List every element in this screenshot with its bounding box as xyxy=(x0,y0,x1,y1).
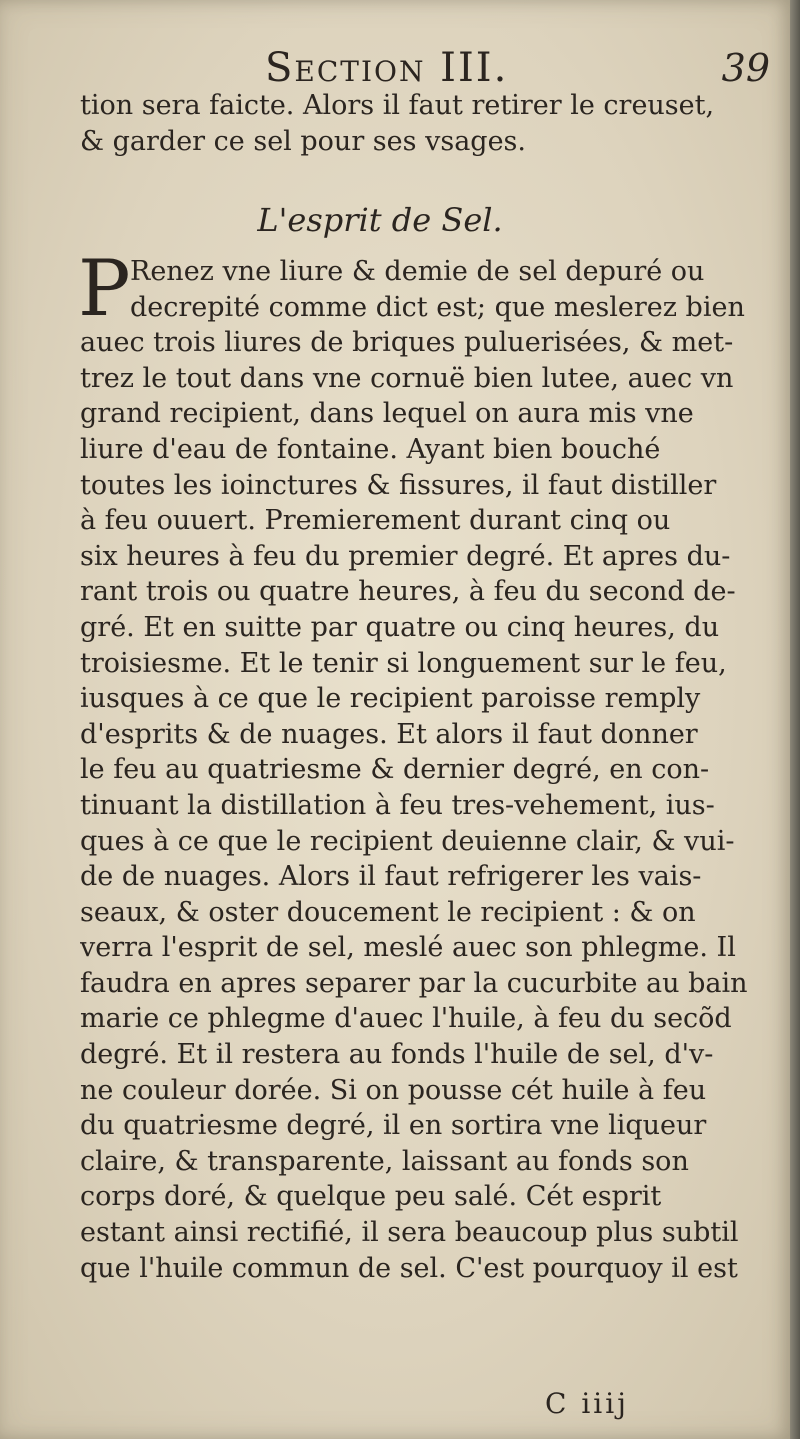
text-line: iusques à ce que le recipient paroisse remply xyxy=(80,683,701,715)
text-line: d'esprits & de nuages. Et alors il faut donner xyxy=(80,718,698,750)
signature-mark: C iiij xyxy=(545,1387,629,1420)
text-line: estant ainsi rectifié, il sera beaucoup plus subtil xyxy=(80,1217,739,1249)
text-line: decrepité comme dict est; que meslerez bien xyxy=(130,291,745,323)
text-line: trez le tout dans vne cornuë bien lutee, auec vn xyxy=(80,362,734,394)
text-line: à feu ouuert. Premierement durant cinq ou xyxy=(80,505,671,537)
text-line: auec trois liures de briques puluerisées, & met- xyxy=(80,327,734,359)
text-line: & garder ce sel pour ses vsages. xyxy=(80,125,526,157)
text-line: corps doré, & quelque peu salé. Cét esprit xyxy=(80,1181,662,1213)
text-line: marie ce phlegme d'auec l'huile, à feu du secõd xyxy=(80,1003,732,1035)
page-header xyxy=(60,44,770,92)
text-line: grand recipient, dans lequel on aura mis vne xyxy=(80,398,694,430)
text-line: seaux, & oster doucement le recipient : & on xyxy=(80,896,696,928)
text-line: Renez vne liure & demie de sel depuré ou xyxy=(130,256,705,287)
text-line: troisiesme. Et le tenir si longuement sur le feu, xyxy=(80,647,727,679)
running-head: Section III. xyxy=(265,45,509,91)
text-line: rant trois ou quatre heures, à feu du second de- xyxy=(80,576,736,608)
text-line: faudra en apres separer par la cucurbite au bain xyxy=(80,967,748,999)
text-line: tion sera faicte. Alors il faut retirer le creuset, xyxy=(80,90,715,121)
text-line: ne couleur dorée. Si on pousse cét huile à feu xyxy=(80,1074,707,1106)
text-line: degré. Et il restera au fonds l'huile de sel, d'v- xyxy=(80,1039,714,1071)
page-number: 39 xyxy=(721,46,770,90)
section-subheading: L'esprit de Sel. xyxy=(257,201,503,239)
drop-capital: P xyxy=(78,244,131,334)
text-line: claire, & transparente, laissant au fonds son xyxy=(80,1145,689,1177)
text-line: toutes les ioinctures & fissures, il faut distiller xyxy=(80,469,717,501)
page-edge xyxy=(790,0,800,1439)
text-line: le feu au quatriesme & dernier degré, en con- xyxy=(80,754,710,786)
intro-paragraph xyxy=(80,88,765,159)
text-line: que l'huile commun de sel. C'est pourquoy il est xyxy=(80,1252,738,1284)
main-paragraph xyxy=(80,254,765,1286)
text-line: ques à ce que le recipient deuienne clair, & vui- xyxy=(80,825,735,857)
text-line: six heures à feu du premier degré. Et apres du- xyxy=(80,540,731,572)
text-line: du quatriesme degré, il en sortira vne liqueur xyxy=(80,1110,707,1142)
text-line: gré. Et en suitte par quatre ou cinq heures, du xyxy=(80,611,720,643)
text-line: verra l'esprit de sel, meslé auec son phlegme. Il xyxy=(80,932,736,964)
text-line: de de nuages. Alors il faut refrigerer les vais- xyxy=(80,861,702,893)
text-line: liure d'eau de fontaine. Ayant bien bouché xyxy=(80,433,661,465)
text-line: tinuant la distillation à feu tres-vehement, ius- xyxy=(80,789,715,821)
